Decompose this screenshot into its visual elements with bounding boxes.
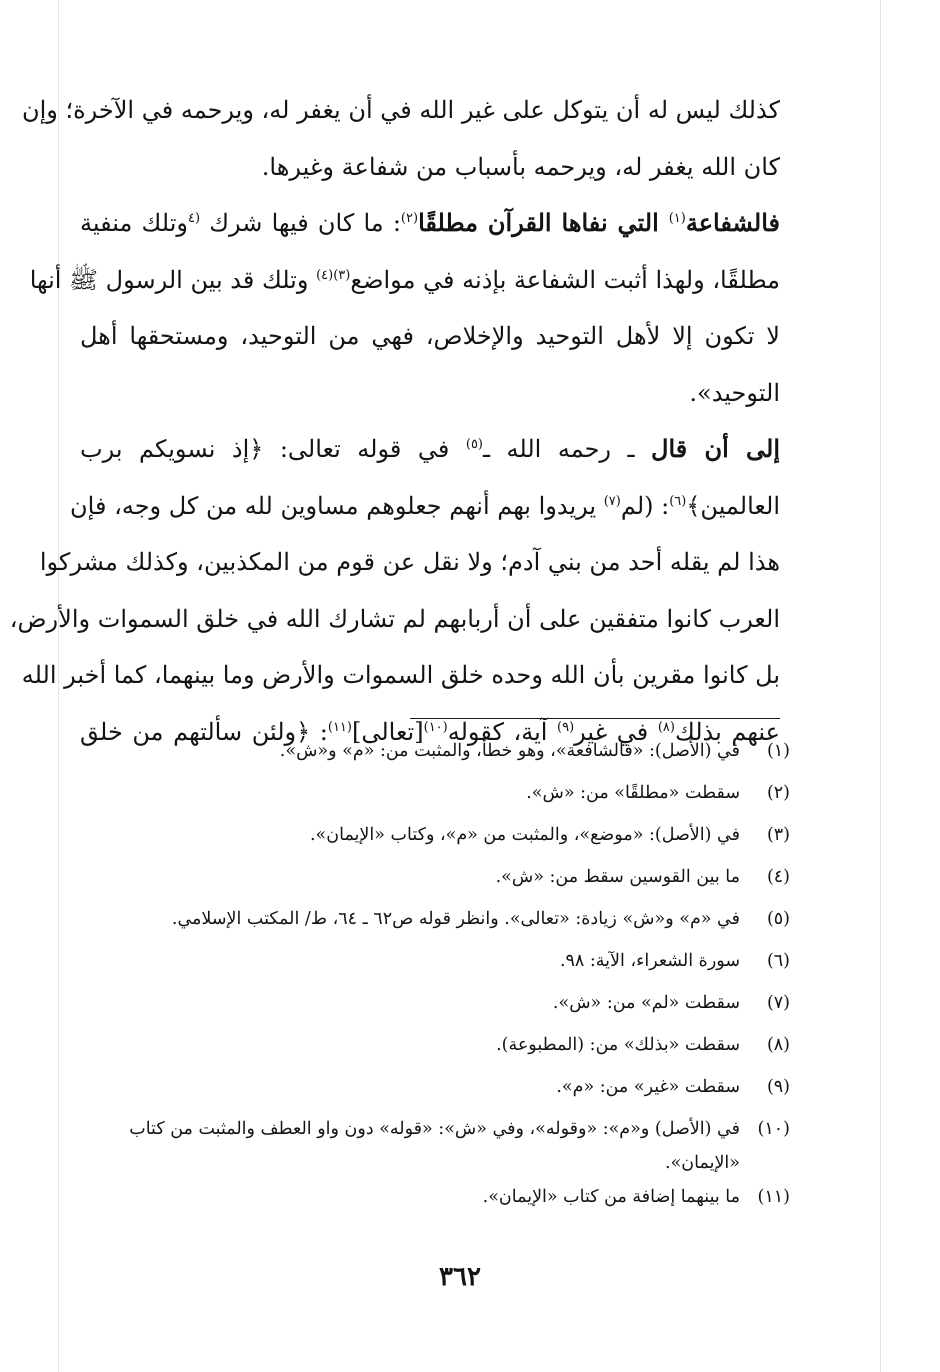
footnote-number: (١١): [757, 1187, 790, 1207]
text-line: [29, 252, 780, 309]
footnote-item: [80, 902, 790, 944]
text-segment: كان الله يغفر له، ويرحمه بأسباب من شفاعة وغيرها.: [261, 152, 780, 181]
footnote-number: (٧): [766, 993, 790, 1013]
text-segment: مطلقًا، ولهذا أثبت الشفاعة بإذنه في مواضع: [350, 265, 780, 294]
text-segment: لا تكون إلا لأهل التوحيد والإخلاص، فهي من التوحيد، ومستحقها أهل: [80, 322, 780, 350]
footnote-item: [80, 818, 790, 860]
bold-phrase: فالشفاعة: [685, 208, 781, 237]
footnote-text: سقطت «لم» من: «ش».: [552, 993, 740, 1013]
footnote-text: سقطت «مطلقًا» من: «ش».: [526, 783, 740, 803]
text-line: [9, 591, 780, 648]
footnote-text: ما بينهما إضافة من كتاب «الإيمان».: [482, 1187, 740, 1207]
text-segment: كذلك ليس له أن يتوكل على غير الله في أن يغفر له، ويرحمه في الآخرة؛ وإن: [21, 96, 780, 124]
footnote-reference: (١): [668, 211, 686, 226]
footnote-reference: (٤: [188, 211, 201, 226]
text-segment: وتلك منفية: [80, 209, 188, 237]
text-line: [21, 647, 780, 704]
main-text-body: [9, 82, 781, 760]
footnote-item: [80, 1070, 790, 1112]
footnote-text: في (الأصل): «موضع»، والمثبت من «م»، وكتاب «الإيمان».: [309, 825, 740, 845]
footnote-item: [80, 860, 790, 902]
footnote-number: (٨): [766, 1035, 790, 1055]
footnote-item: [80, 776, 790, 818]
footnote-item: [80, 1028, 790, 1070]
footnote-reference: (١٠): [423, 719, 448, 735]
footnote-text: في (الأصل): «فالشافعة»، وهو خطأ، والمثبت من: «م» و«ش».: [279, 741, 740, 761]
footnote-reference: (٨): [657, 719, 675, 735]
text-segment: التوحيد».: [689, 378, 780, 407]
text-line: [80, 365, 780, 422]
text-segment: آية، كقوله: [447, 717, 558, 746]
text-segment: بل كانوا مقرين بأن الله وحده خلق السموات والأرض وما بينهما، كما أخبر الله: [21, 661, 780, 689]
footnote-item: [80, 944, 790, 986]
footnote-text: سقطت «غير» من: «م».: [556, 1077, 740, 1097]
text-segment: : ﴿ولئن سألتهم من خلق: [80, 717, 328, 746]
footnote-text: سقطت «بذلك» من: (المطبوعة).: [496, 1035, 740, 1055]
text-line: [80, 308, 780, 365]
page-edge-right: [880, 0, 881, 1372]
text-line: [39, 534, 780, 591]
footnote-reference: (١١): [327, 719, 352, 735]
footnote-item: [80, 986, 790, 1028]
footnote-number: (٤): [766, 867, 790, 887]
footnote-number: (١٠): [757, 1119, 790, 1139]
footnote-item: [80, 1112, 790, 1180]
text-segment: : (لم: [620, 491, 670, 520]
text-segment: العالمين﴾: [686, 491, 780, 520]
footnote-number: (١): [766, 741, 790, 761]
footnote-text: في (الأصل) و«م»: «وقوله»، وفي «ش»: «قوله» دون واو العطف والمثبت من كتاب «الإيمان».: [129, 1119, 740, 1173]
page-number: ٣٦٢: [439, 1262, 481, 1292]
footnote-item: [80, 734, 790, 776]
footnote-number: (٦): [766, 951, 790, 971]
text-line: [21, 82, 780, 139]
bold-phrase: إلى أن قال: [651, 434, 781, 463]
footnote-number: (٩): [766, 1077, 790, 1097]
footnote-reference: (٩): [557, 719, 575, 735]
text-segment: في غير: [574, 717, 658, 746]
bold-phrase: التي نفاها القرآن مطلقًا: [418, 208, 669, 237]
text-segment: العرب كانوا متفقين على أن أربابهم لم تشارك الله في خلق السموات والأرض،: [9, 604, 780, 633]
text-segment: ـ رحمه الله ـ: [483, 435, 652, 463]
footnote-reference: (٣)(٤): [316, 267, 351, 283]
text-segment: عنهم بذلك: [674, 717, 780, 746]
text-line: [70, 478, 780, 535]
footnote-text: سورة الشعراء، الآية: ٩٨.: [559, 951, 740, 971]
text-segment: يريدوا بهم أنهم جعلوهم مساوين لله من كل وجه، فإن: [70, 491, 604, 520]
footnote-item: [80, 1180, 790, 1222]
footnote-text: في «م» و«ش» زيادة: «تعالى». وانظر قوله ص٦٢ ـ ٦٤، ط/ المكتب الإسلامي.: [171, 909, 740, 929]
footnote-number: (٣): [766, 825, 790, 845]
text-line: [80, 421, 780, 478]
text-segment: هذا لم يقله أحد من بني آدم؛ ولا نقل عن قوم من المكذبين، وكذلك مشركوا: [39, 548, 780, 576]
footnote-number: (٥): [766, 909, 790, 929]
footnote-reference: (٦): [669, 493, 687, 509]
footnote-reference: (٥): [465, 437, 483, 452]
footnote-separator: [410, 718, 780, 719]
text-segment: في قوله تعالى: ﴿إذ نسويكم برب: [80, 435, 466, 463]
text-line: [80, 139, 780, 196]
text-segment: وتلك قد بين الرسول ﷺ أنها: [29, 265, 317, 294]
text-line: [80, 195, 780, 252]
footnotes-section: [80, 734, 790, 1222]
text-segment: : ما كان فيها شرك: [200, 209, 401, 237]
footnote-reference: (٧): [603, 493, 621, 509]
footnote-number: (٢): [766, 783, 790, 803]
text-segment: [تعالى]: [351, 717, 424, 746]
footnote-text: ما بين القوسين سقط من: «ش».: [495, 867, 740, 887]
footnote-reference: (٢): [400, 211, 419, 226]
